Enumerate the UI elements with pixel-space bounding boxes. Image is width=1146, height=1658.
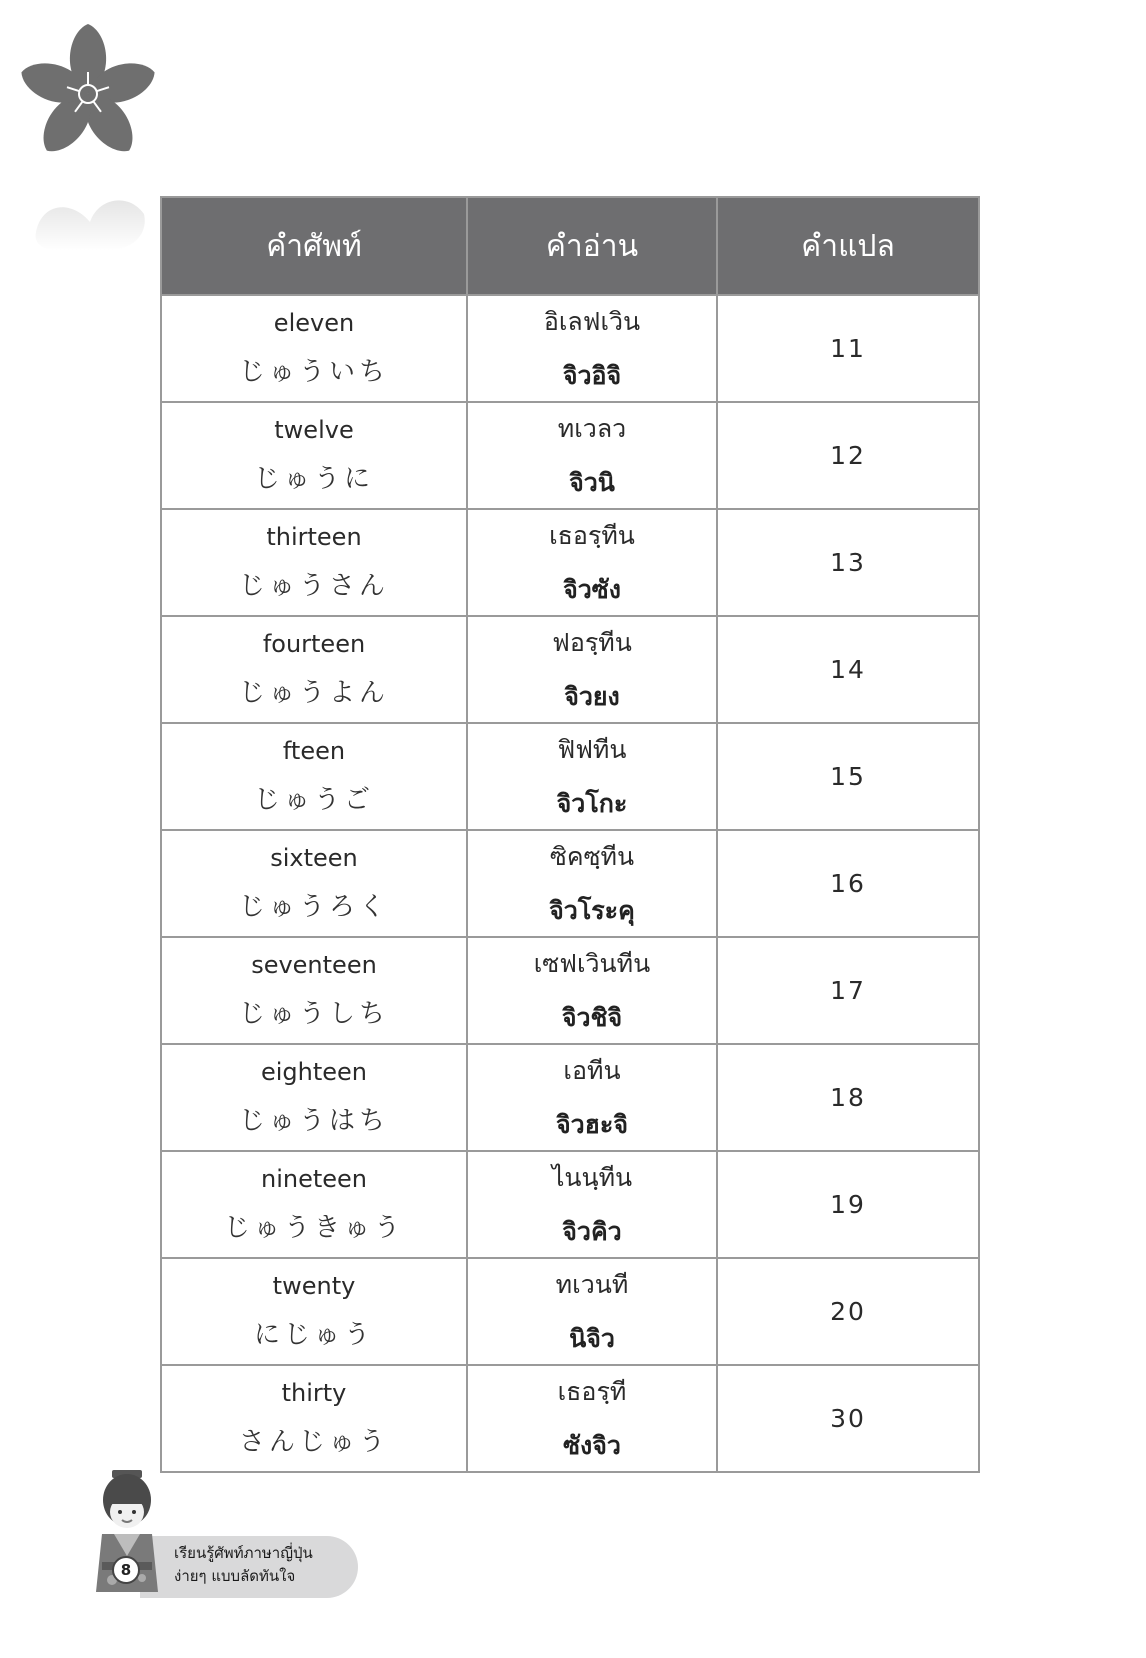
reading-cell <box>467 937 717 1044</box>
book-title-line2: ง่ายๆ แบบลัดทันใจ <box>174 1567 296 1585</box>
english-word: twelve <box>274 416 354 444</box>
header-meaning: คำแปล <box>717 197 979 295</box>
japanese-reading: จิวฮะจิ <box>555 1109 629 1139</box>
meaning-value: 16 <box>830 869 866 898</box>
japanese-word: じゅうよん <box>238 678 389 708</box>
meaning-value: 17 <box>830 976 866 1005</box>
meaning-value: 13 <box>830 548 866 577</box>
meaning-cell <box>717 723 979 830</box>
english-word: twenty <box>272 1272 356 1300</box>
vocab-cell <box>161 1365 467 1472</box>
japanese-word: じゅうご <box>253 785 374 815</box>
japanese-reading: นิจิว <box>569 1323 615 1353</box>
japanese-word: じゅうろく <box>238 892 389 922</box>
english-word: fourteen <box>262 630 366 658</box>
english-reading: เธอรฺทีน <box>549 520 635 550</box>
reading-cell <box>467 616 717 723</box>
japanese-reading: จิวซัง <box>563 574 621 604</box>
english-word: thirteen <box>266 523 362 551</box>
english-reading: ไนนฺทีน <box>551 1162 633 1192</box>
japanese-reading: จิวคิว <box>562 1216 622 1246</box>
meaning-value: 14 <box>830 655 866 684</box>
vocab-cell <box>161 402 467 509</box>
vocab-cell <box>161 295 467 402</box>
japanese-word: にじゅう <box>253 1320 374 1350</box>
reading-cell <box>467 830 717 937</box>
reading-cell <box>467 1151 717 1258</box>
japanese-reading: จิวนิ <box>569 467 615 497</box>
english-reading: ซิคซฺทีน <box>549 841 635 871</box>
meaning-cell <box>717 1044 979 1151</box>
english-word: eighteen <box>260 1058 368 1086</box>
japanese-word: じゅうさん <box>238 571 389 601</box>
table-row <box>161 1365 979 1472</box>
english-word: nineteen <box>260 1165 367 1193</box>
english-reading: ฟอรฺทีน <box>552 627 632 657</box>
vocab-cell <box>161 723 467 830</box>
english-reading: ทเวลว <box>557 413 627 443</box>
english-word: seventeen <box>251 951 377 979</box>
book-title-line1: เรียนรู้ศัพท์ภาษาญี่ปุ่น <box>174 1544 313 1562</box>
vocab-cell <box>161 830 467 937</box>
vocab-cell <box>161 1044 467 1151</box>
english-word: sixteen <box>270 844 358 872</box>
header-reading: คำอ่าน <box>467 197 717 295</box>
meaning-cell <box>717 616 979 723</box>
japanese-reading: จิวยง <box>564 681 620 711</box>
english-reading: เธอรฺที <box>557 1376 627 1406</box>
meaning-cell <box>717 1258 979 1365</box>
table-row <box>161 1151 979 1258</box>
table-row <box>161 1258 979 1365</box>
meaning-cell <box>717 295 979 402</box>
table-row <box>161 723 979 830</box>
table-row <box>161 616 979 723</box>
reading-cell <box>467 1258 717 1365</box>
japanese-word: じゅうに <box>253 464 374 494</box>
japanese-reading: จิวอิจิ <box>562 360 622 390</box>
english-reading: ทเวนที <box>555 1269 629 1299</box>
japanese-word: じゅうはち <box>238 1106 389 1136</box>
japanese-word: さんじゅう <box>238 1427 389 1457</box>
table-row <box>161 830 979 937</box>
meaning-value: 20 <box>830 1297 866 1326</box>
meaning-cell <box>717 1365 979 1472</box>
reading-cell <box>467 1365 717 1472</box>
vocab-cell <box>161 1151 467 1258</box>
meaning-value: 11 <box>830 334 866 363</box>
meaning-cell <box>717 830 979 937</box>
vocab-cell <box>161 509 467 616</box>
book-title-banner <box>140 1536 358 1598</box>
meaning-value: 15 <box>830 762 866 791</box>
vocab-cell <box>161 937 467 1044</box>
reading-cell <box>467 723 717 830</box>
vocabulary-table <box>160 196 980 1473</box>
meaning-value: 30 <box>830 1404 866 1433</box>
japanese-word: じゅうしち <box>238 999 389 1029</box>
table-row <box>161 937 979 1044</box>
english-word: thirty <box>281 1379 347 1407</box>
meaning-cell <box>717 1151 979 1258</box>
table-row <box>161 295 979 402</box>
japanese-reading: ซังจิว <box>563 1430 621 1460</box>
meaning-value: 12 <box>830 441 866 470</box>
meaning-cell <box>717 937 979 1044</box>
english-word: fteen <box>282 737 346 765</box>
japanese-reading: จิวชิจิ <box>561 1002 623 1032</box>
reading-cell <box>467 1044 717 1151</box>
reading-cell <box>467 509 717 616</box>
english-reading: เซฟเวินทีน <box>533 948 651 978</box>
meaning-cell <box>717 402 979 509</box>
header-vocabulary: คำศัพท์ <box>161 197 467 295</box>
japanese-reading: จิวโกะ <box>556 788 628 818</box>
flower-reflection-decoration <box>32 192 150 256</box>
english-reading: เอทีน <box>563 1055 621 1085</box>
meaning-value: 19 <box>830 1190 866 1219</box>
table-row <box>161 509 979 616</box>
table-row <box>161 402 979 509</box>
japanese-word: じゅういち <box>238 357 389 387</box>
meaning-cell <box>717 509 979 616</box>
vocab-cell <box>161 1258 467 1365</box>
japanese-word: じゅうきゅう <box>223 1213 404 1243</box>
reading-cell <box>467 295 717 402</box>
page-number: 8 <box>112 1556 140 1584</box>
vocab-cell <box>161 616 467 723</box>
table-header-row <box>161 197 979 295</box>
meaning-value: 18 <box>830 1083 866 1112</box>
english-reading: ฟิฟทีน <box>557 734 627 764</box>
english-word: eleven <box>273 309 355 337</box>
english-reading: อิเลฟเวิน <box>543 306 641 336</box>
japanese-reading: จิวโระคุ <box>549 895 635 925</box>
reading-cell <box>467 402 717 509</box>
sakura-flower-icon <box>20 22 170 172</box>
table-row <box>161 1044 979 1151</box>
